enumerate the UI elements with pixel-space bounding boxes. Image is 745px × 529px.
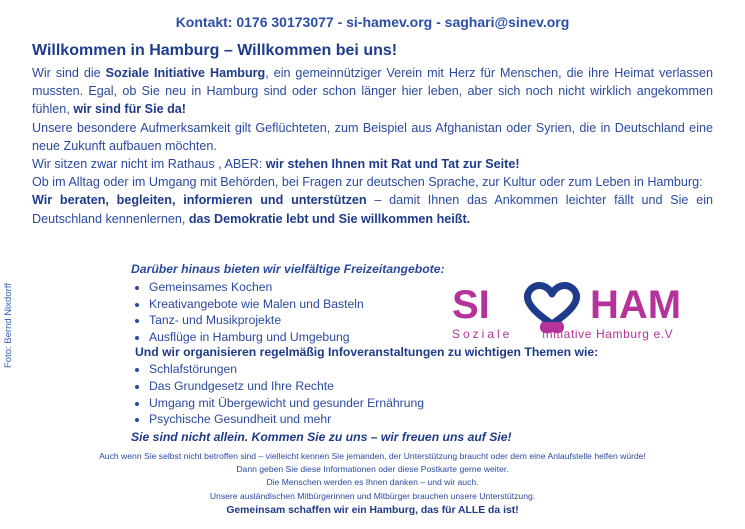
- footer: [0, 450, 745, 519]
- topics-list: [131, 361, 651, 427]
- logo: [452, 282, 702, 346]
- photo-credit: Foto: Bernd Nixdorff: [3, 283, 14, 368]
- intro-paragraph-1: [32, 64, 713, 119]
- list-item: • Gemeinsames Kochen: [149, 279, 651, 296]
- intro-paragraph-4: Ob im Alltag oder im Umgang mit Behörden, bei Fragen zur deutschen Sprache, zur Kultur oder zum Leben in Hamburg:: [32, 175, 703, 190]
- intro-emphasis: wir stehen Ihnen mit Rat und Tat zur Seite!: [265, 157, 520, 172]
- contact-line: Kontakt: 0176 30173077 - si-hamev.org - saghari@sinev.org: [175, 14, 570, 30]
- list-item: • Das Grundgesetz und Ihre Rechte: [149, 378, 651, 395]
- intro-emphasis: Wir beraten, begleiten, informieren und unterstützen: [32, 193, 367, 208]
- list-item: • Schlafstörungen: [149, 361, 651, 378]
- footer-line: Unsere ausländischen Mitbürgerinnen und Mitbürger brauchen unsere Unterstützung.: [209, 490, 536, 501]
- intro-paragraph-5: [32, 191, 713, 227]
- intro-emphasis: wir sind für Sie da!: [73, 102, 186, 117]
- intro-text: [32, 64, 713, 228]
- offers-heading: Darüber hinaus bieten wir vielfältige Freizeitangebote:: [131, 262, 445, 276]
- closing-line: Sie sind nicht allein. Kommen Sie zu uns – wir freuen uns auf Sie!: [131, 429, 512, 444]
- logo-text-left: SI: [452, 283, 490, 327]
- list-item: • Tanz- und Musikprojekte: [149, 312, 651, 329]
- intro-paragraph-2: Unsere besondere Aufmerksamkeit gilt Geflüchteten, zum Beispiel aus Afghanistan oder Syrien, die in Deutschland eine neue Zukunft aufbauen möchten.: [32, 120, 713, 153]
- intro-paragraph-3: [32, 155, 713, 173]
- logo-text-right: HAM: [590, 283, 682, 327]
- intro-text-segment: , ein gemeinnütziger Verein mit Herz für Menschen, die ihre Heimat verlassen mussten. Egal, ob Sie neu in Hamburg sind oder schon länger hier leben, aber sich noch nicht wirklich angekommen fühlen,: [32, 66, 713, 117]
- logo-subtitle-left: Soziale: [452, 327, 513, 341]
- footer-line: Dann geben Sie diese Informationen oder diese Postkarte gerne weiter.: [236, 464, 509, 475]
- intro-emphasis: das Demokratie lebt und Sie willkommen heißt.: [188, 211, 471, 226]
- intro-text-segment: – damit Ihnen das Ankommen leichter fällt und Sie ein Deutschland kennenlernen,: [32, 193, 713, 226]
- footer-slogan: Gemeinsam schaffen wir ein Hamburg, das für ALLE da ist!: [226, 504, 519, 516]
- list-item: • Kreativangebote wie Malen und Basteln: [149, 296, 651, 313]
- footer-line: Auch wenn Sie selbst nicht betroffen sind – vielleicht kennen Sie jemanden, der Unterstützung braucht oder dem eine Anlaufstelle helfen würde!: [99, 451, 646, 461]
- topics-heading: Und wir organisieren regelmäßig Infoveranstaltungen zu wichtigen Themen wie:: [135, 345, 599, 360]
- list-item: • Psychische Gesundheit und mehr: [149, 411, 651, 428]
- intro-text-segment: Wir sitzen zwar nicht im Rathaus , ABER:: [32, 157, 266, 172]
- list-item: • Ausflüge in Hamburg und Umgebung: [149, 329, 651, 346]
- logo-subtitle-right: Initiative Hamburg e.V: [542, 327, 674, 341]
- intro-text-segment: Wir sind die: [32, 66, 106, 80]
- list-item: • Umgang mit Übergewicht und gesunder Ernährung: [149, 395, 651, 412]
- footer-line: Die Menschen werden es Ihnen danken – und wir auch.: [266, 477, 479, 488]
- organisation-name: Soziale Initiative Hamburg: [105, 66, 266, 80]
- page-title: Willkommen in Hamburg – Willkommen bei uns!: [32, 42, 398, 59]
